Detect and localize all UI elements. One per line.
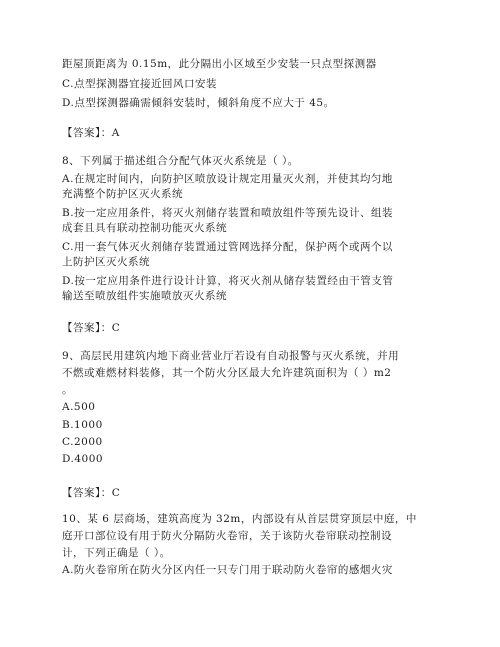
q9-answer: 【答案】：C — [62, 487, 121, 499]
q10-option-a-line-1: A.防火卷帘所在防火分区内任一只专门用于联动防火卷帘的感烟火灾 — [62, 564, 393, 576]
q9-option-a: A.500 — [62, 401, 96, 413]
q9-stem-line-3: 。 — [62, 384, 73, 396]
q8-option-b-line-2: 成套且具有联动控制功能灭火系统 — [62, 222, 227, 234]
q8-option-c-line-2: 上防护区灭火系统 — [62, 256, 150, 268]
q10-stem-line-1: 10、某 6 层商场，建筑高度为 32m，内部设有从首层贯穿顶层中庭，中 — [62, 513, 417, 525]
q8-option-d-line-2: 输送至喷放组件实施喷放灭火系统 — [62, 290, 227, 302]
q10-stem-line-3: 计，下列正确是（ ）。 — [62, 547, 171, 559]
q10-stem-line-2: 庭开口部位设有用于防火分隔防火卷帘，关于该防火卷帘联动控制设 — [62, 530, 392, 542]
q7-answer: 【答案】：A — [62, 127, 120, 139]
q9-stem-line-1: 9、高层民用建筑内地下商业营业厅若设有自动报警与灭火系统，并用 — [62, 350, 400, 362]
q8-option-b-line-1: B.按一定应用条件，将灭火剂储存装置和喷放组件等预先设计、组装 — [62, 207, 394, 219]
q8-option-a-line-1: A.在规定时间内，向防护区喷放设计规定用量灭火剂，并使其均匀地 — [62, 173, 393, 185]
q8-stem: 8、下列属于描述组合分配气体灭火系统是（ ）。 — [62, 155, 299, 167]
q9-option-c: C.2000 — [62, 436, 103, 448]
q7-continuation-line: 距屋顶距离为 0.15m，此分隔出小区域至少安装一只点型探测器 — [62, 58, 377, 70]
q9-option-b: B.1000 — [62, 419, 103, 431]
q8-option-c-line-1: C.用一套气体灭火剂储存装置通过管网选择分配，保护两个或两个以 — [62, 241, 393, 253]
q8-answer: 【答案】：C — [62, 322, 121, 334]
q8-option-d-line-1: D.按一定应用条件进行设计计算，将灭火剂从储存装置经由干管支管 — [62, 275, 394, 287]
q7-option-c: C.点型探测器宜接近回风口安装 — [62, 78, 217, 90]
q7-option-d: D.点型探测器确需倾斜安装时，倾斜角度不应大于 45。 — [62, 97, 335, 109]
q9-option-d: D.4000 — [62, 453, 104, 465]
q9-stem-line-2: 不燃或难燃材料装修，其一个防火分区最大允许建筑面积为（ ）m2 — [62, 367, 392, 379]
q8-option-a-line-2: 充满整个防护区灭火系统 — [62, 188, 183, 200]
